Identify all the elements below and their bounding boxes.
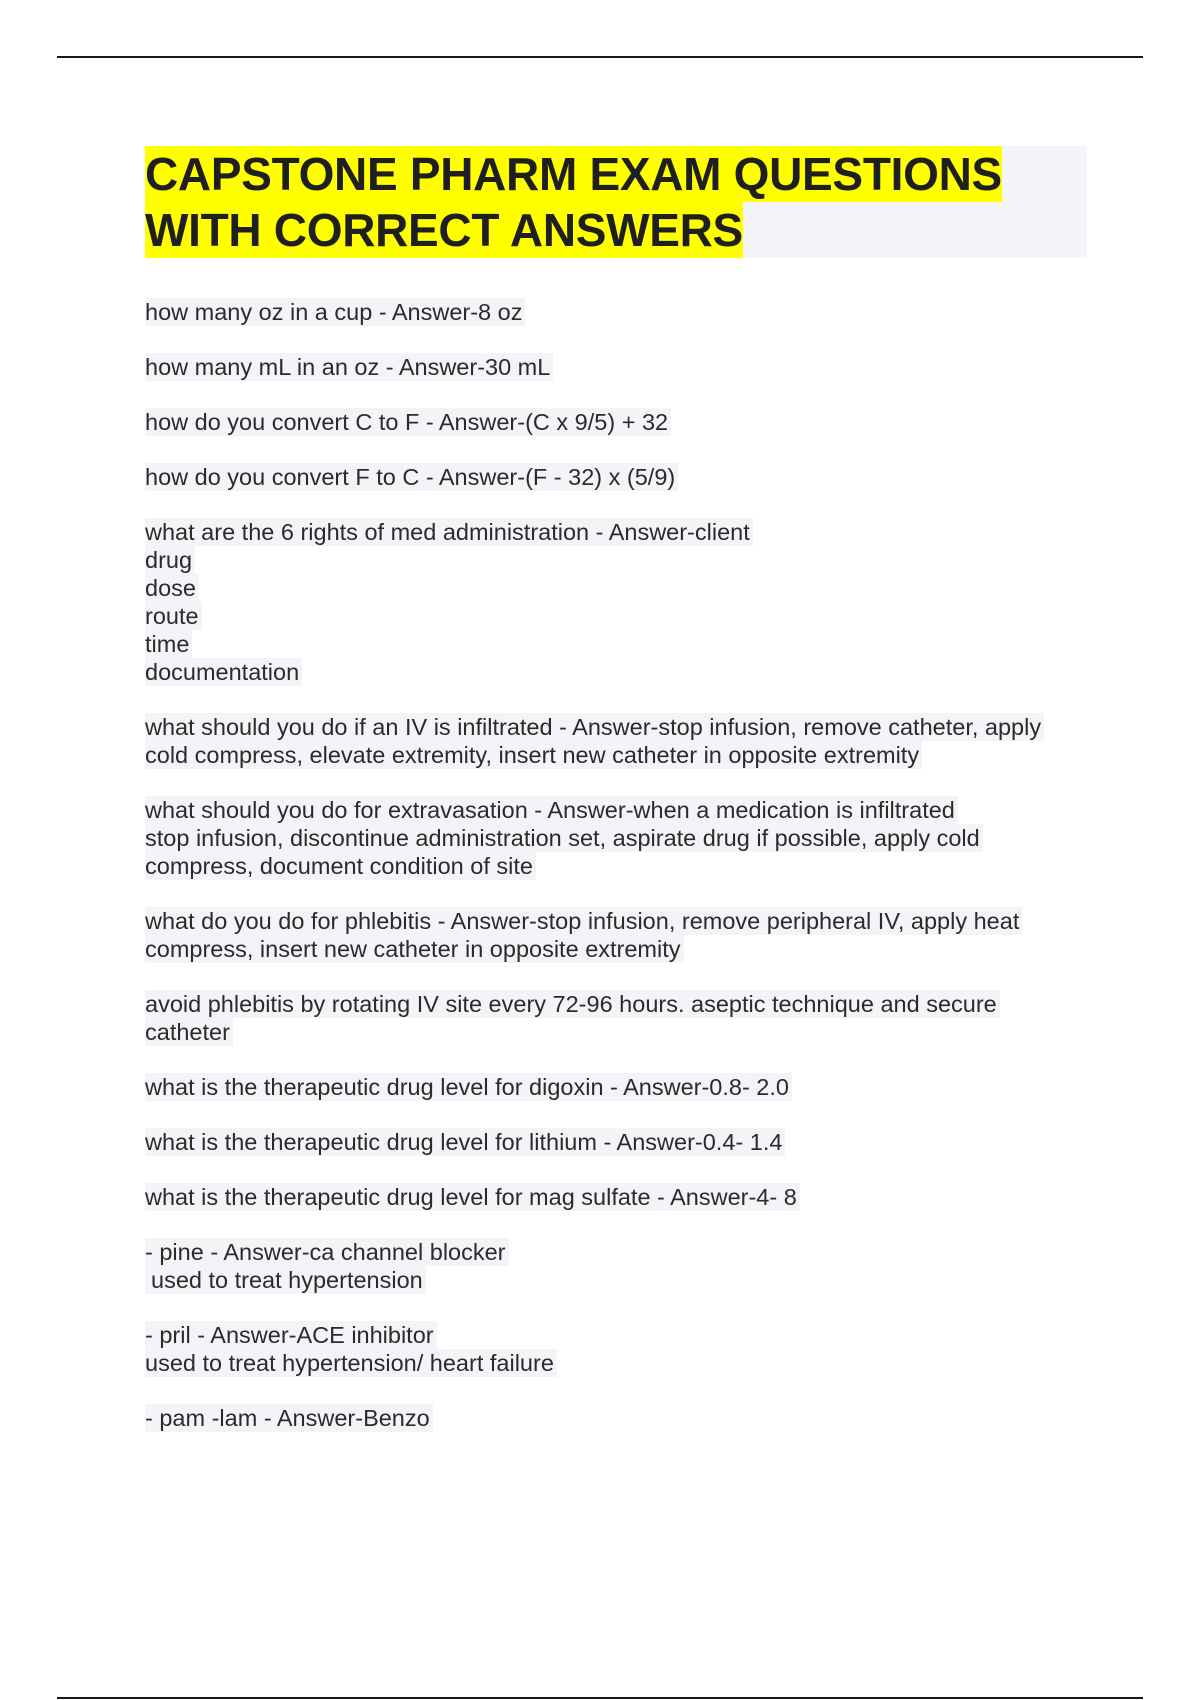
qa-item	[145, 907, 1075, 963]
qa-line: used to treat hypertension/ heart failure	[145, 1349, 557, 1377]
qa-item	[145, 1404, 1075, 1432]
qa-line: cold compress, elevate extremity, insert new catheter in opposite extremity	[145, 741, 922, 769]
qa-line: compress, insert new catheter in opposite extremity	[145, 935, 684, 963]
qa-line: - pine - Answer-ca channel blocker	[145, 1238, 509, 1266]
title-line-2: WITH CORRECT ANSWERS	[145, 204, 743, 256]
qa-item	[145, 1183, 1075, 1211]
qa-line: how many mL in an oz - Answer-30 mL	[145, 353, 553, 381]
qa-line: avoid phlebitis by rotating IV site every 72-96 hours. aseptic technique and secure	[145, 990, 1000, 1018]
qa-line: how many oz in a cup - Answer-8 oz	[145, 298, 525, 326]
qa-item	[145, 1238, 1075, 1294]
qa-line: time	[145, 630, 192, 658]
qa-list	[145, 298, 1075, 1459]
qa-item	[145, 408, 1075, 436]
qa-item	[145, 463, 1075, 491]
qa-item	[145, 1128, 1075, 1156]
qa-line: what are the 6 rights of med administration - Answer-client	[145, 518, 753, 546]
qa-line: - pril - Answer-ACE inhibitor	[145, 1321, 437, 1349]
qa-line: what do you do for phlebitis - Answer-stop infusion, remove peripheral IV, apply heat	[145, 907, 1022, 935]
qa-line: what should you do for extravasation - Answer-when a medication is infiltrated	[145, 796, 958, 824]
document-title	[145, 146, 1087, 258]
qa-line: used to treat hypertension	[145, 1266, 426, 1294]
qa-line: what is the therapeutic drug level for mag sulfate - Answer-4- 8	[145, 1183, 800, 1211]
qa-line: - pam -lam - Answer-Benzo	[145, 1404, 433, 1432]
qa-item	[145, 353, 1075, 381]
qa-item	[145, 796, 1075, 880]
title-line-1: CAPSTONE PHARM EXAM QUESTIONS	[145, 148, 1002, 200]
qa-line: documentation	[145, 658, 302, 686]
qa-line: route	[145, 602, 202, 630]
qa-line: dose	[145, 574, 199, 602]
qa-item	[145, 713, 1075, 769]
qa-item	[145, 518, 1075, 686]
qa-line: what should you do if an IV is infiltrated - Answer-stop infusion, remove catheter, apply	[145, 713, 1044, 741]
qa-line: catheter	[145, 1018, 233, 1046]
qa-item	[145, 1073, 1075, 1101]
qa-line: how do you convert F to C - Answer-(F - 32) x (5/9)	[145, 463, 678, 491]
qa-line: drug	[145, 546, 195, 574]
qa-line: what is the therapeutic drug level for digoxin - Answer-0.8- 2.0	[145, 1073, 792, 1101]
footer-rule	[57, 1697, 1143, 1699]
qa-item	[145, 1321, 1075, 1377]
qa-item	[145, 990, 1075, 1046]
header-rule	[57, 56, 1143, 58]
qa-line: how do you convert C to F - Answer-(C x 9/5) + 32	[145, 408, 671, 436]
qa-line: compress, document condition of site	[145, 852, 536, 880]
qa-line: what is the therapeutic drug level for lithium - Answer-0.4- 1.4	[145, 1128, 785, 1156]
qa-item	[145, 298, 1075, 326]
qa-line: stop infusion, discontinue administration set, aspirate drug if possible, apply cold	[145, 824, 983, 852]
